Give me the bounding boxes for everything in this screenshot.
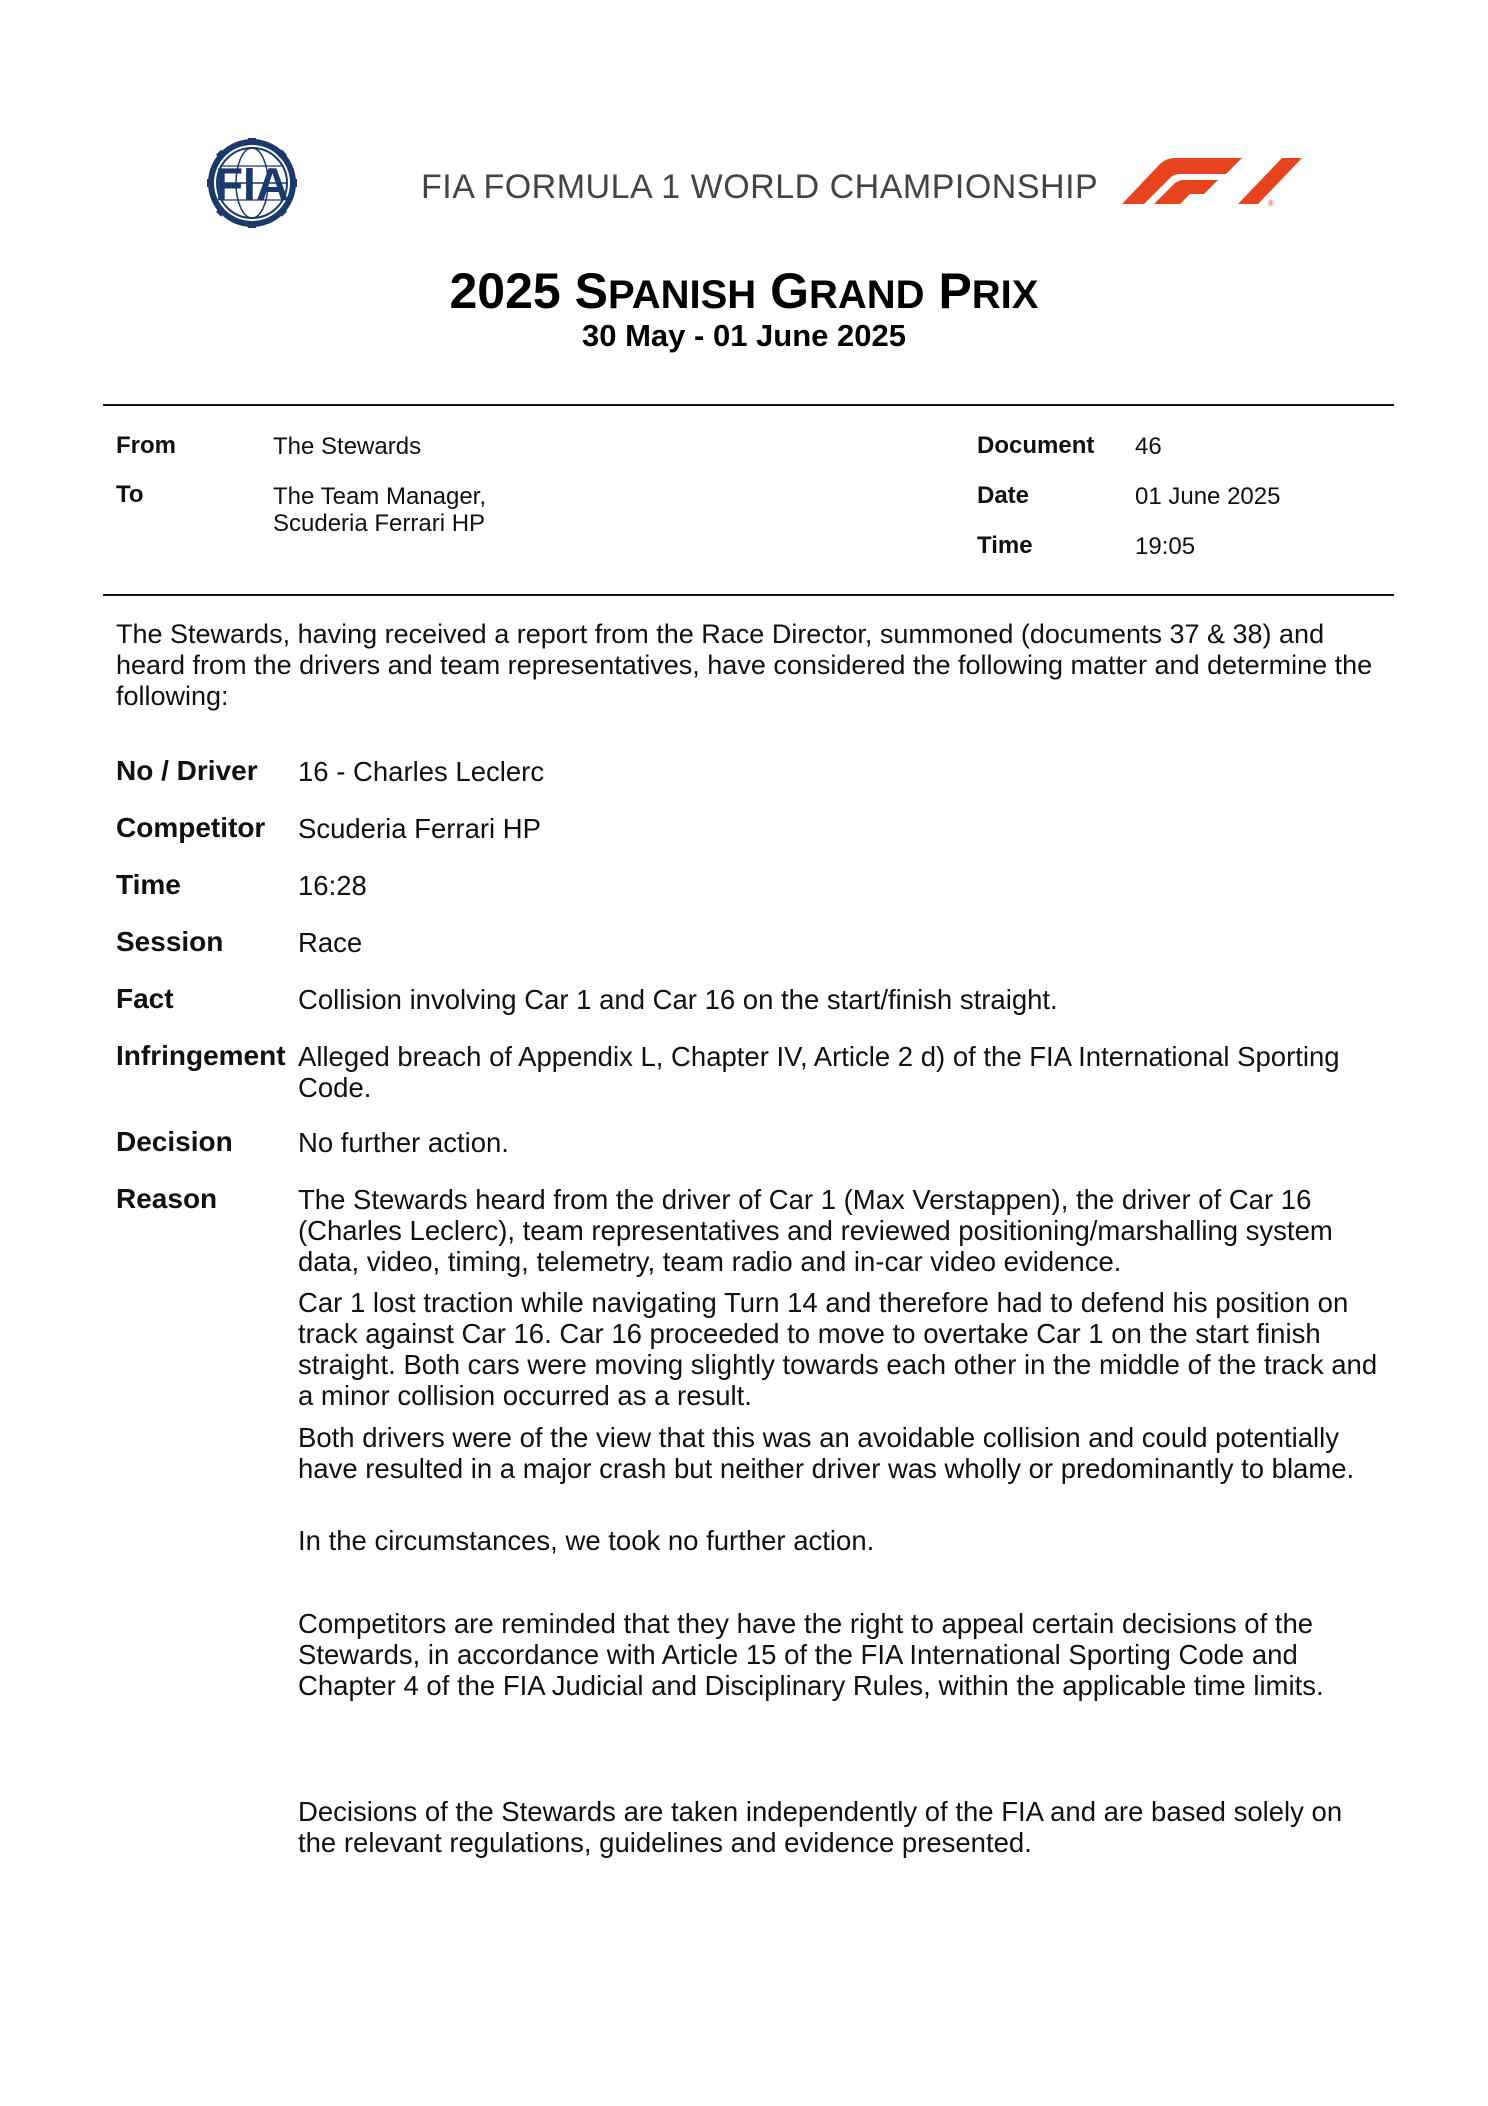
reason-paragraph-4: In the circumstances, we took no further action. [298, 1525, 875, 1556]
infringement-label: Infringement [116, 1040, 286, 1071]
f1-logo [1122, 158, 1302, 208]
reason-paragraph-3: Both drivers were of the view that this was an avoidable collision and could potentially have resulted in a major crash but neither driver was wholly or predominantly to blame. [298, 1422, 1355, 1484]
divider-top [103, 404, 1394, 406]
date-label: Date [977, 482, 1030, 509]
fia-logo-text: FIA [214, 158, 290, 210]
driver-label: No / Driver [116, 755, 258, 786]
driver-value: 16 - Charles Leclerc [298, 756, 545, 787]
document-value: 46 [1135, 433, 1162, 460]
incident-time-value: 16:28 [298, 870, 367, 901]
event-dates: 30 May - 01 June 2025 [582, 318, 906, 353]
fia-logo [188, 138, 316, 228]
date-value: 01 June 2025 [1135, 483, 1281, 510]
svg-text:®: ® [1268, 199, 1274, 208]
reason-label: Reason [116, 1183, 218, 1214]
event-title: 2025 SPANISH GRAND PRIX [449, 263, 1039, 319]
reason-paragraph-1: The Stewards heard from the driver of Car 1 (Max Verstappen), the driver of Car 16 (Charles Leclerc), team representatives and reviewed positioning/marshalling system data, video, timing, telemetry, team radio and in-car video evidence. [298, 1184, 1333, 1277]
to-value-line1: The Team Manager, [273, 483, 487, 510]
fact-value: Collision involving Car 1 and Car 16 on the start/finish straight. [298, 984, 1058, 1015]
time-value: 19:05 [1135, 533, 1196, 560]
competitor-value: Scuderia Ferrari HP [298, 813, 541, 844]
decision-value: No further action. [298, 1127, 509, 1158]
fact-label: Fact [116, 983, 174, 1014]
appeal-notice: Competitors are reminded that they have the right to appeal certain decisions of the Stewards, in accordance with Article 15 of the FIA International Sporting Code and Chapter 4 of the FIA Judicial and Disciplinary Rules, within the applicable time limits. [298, 1608, 1324, 1701]
divider-bottom [103, 594, 1394, 596]
infringement-value: Alleged breach of Appendix L, Chapter IV, Article 2 d) of the FIA International Sporting Code. [298, 1041, 1340, 1103]
decision-label: Decision [116, 1126, 233, 1157]
to-value-line2: Scuderia Ferrari HP [273, 510, 486, 537]
independence-notice: Decisions of the Stewards are taken independently of the FIA and are based solely on the relevant regulations, guidelines and evidence presented. [298, 1796, 1343, 1858]
time-label: Time [977, 532, 1033, 559]
intro-paragraph: The Stewards, having received a report from the Race Director, summoned (documents 37 & 38) and heard from the drivers and team representatives, have considered the following matter and determine the following: [116, 619, 1373, 711]
to-value [273, 483, 486, 537]
reason-paragraph-2: Car 1 lost traction while navigating Turn 14 and therefore had to defend his position on track against Car 16. Car 16 proceeded to move to overtake Car 1 on the start finish straight. Both cars were moving slightly towards each other in the middle of the track and a minor collision occurred as a result. [298, 1287, 1378, 1411]
document-label: Document [977, 432, 1095, 459]
to-label: To [116, 481, 144, 508]
session-value: Race [298, 927, 363, 958]
championship-title: FIA FORMULA 1 WORLD CHAMPIONSHIP [421, 168, 1099, 206]
competitor-label: Competitor [116, 812, 266, 843]
incident-time-label: Time [116, 869, 181, 900]
from-value: The Stewards [273, 433, 422, 460]
from-label: From [116, 432, 176, 459]
session-label: Session [116, 926, 224, 957]
